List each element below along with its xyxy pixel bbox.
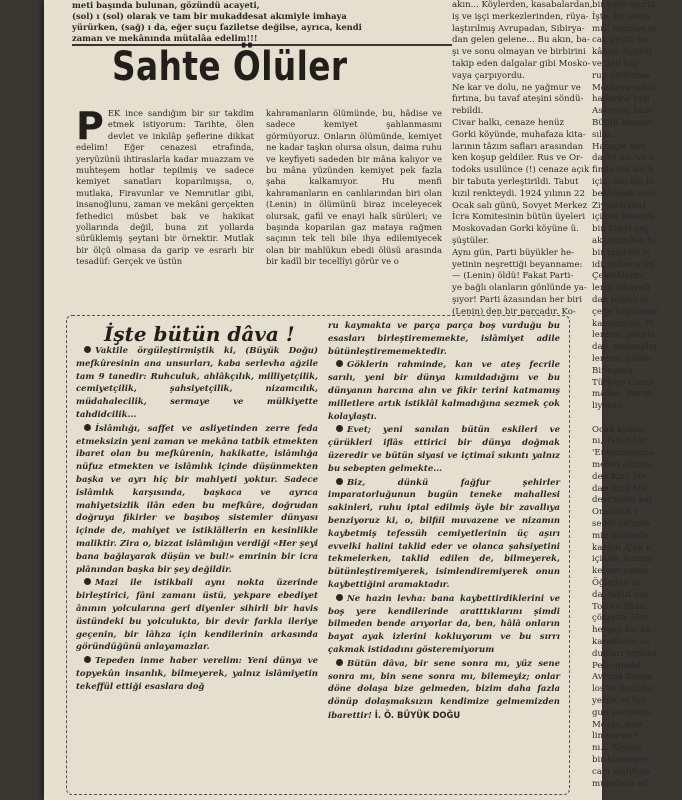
column-line: lerden, bütün	[592, 353, 652, 364]
column-line: yerde ve her	[592, 696, 647, 707]
column-line: cak geçti, bu	[592, 35, 648, 46]
snippet-line: zaman ve mekânında mütalâa edelim!!!	[72, 33, 258, 43]
box-text: Ne hazin levha: bana kaybettirdiklerini ve boş yere kendilerinde aratttıklarını şimdi bilmeden bende arıyorlar da, ben, hâlâ onların bayat ayak izlerini kokluyorum ve bu sırrı çakmak istidadını gösteremiyorum	[328, 593, 560, 655]
column-line: laştırılmış Avrupadan, Sibirya-	[452, 23, 585, 34]
column-line: dukları yerlere	[592, 648, 657, 659]
box-column-right	[328, 320, 560, 724]
box-paragraph	[328, 593, 560, 657]
column-line: içinde, kazma	[592, 554, 653, 565]
column-line: vaya çarpıyordu.	[452, 70, 525, 81]
bullet-icon	[336, 360, 343, 367]
column-line: finda tek bir h	[592, 165, 654, 176]
box-text: İslâmlığı, saffet ve asliyetinden zerre feda etmeksizin yeni zaman ve mekâna tatbik etmekten ibaret olan bu mefkûrenin, hakikatte, islâmlığa nüfuz etmekten ve islâmlık içinde düşünmekten başka ve ayrı hiç bir mahiyeti yoktur. Sadece islâmlık karşısında, başkaca ve ayrıca mahiyetsizlik ilân eden bu mefkûre, doğrudan doğruya fikirler ve başıboş sistemler dünyası içinde de, mahiyet ve istiklâllerin en kesinlikle maliktir. Zira o, bizzat islâmlığın verdiği «Her şeyi bana bağlayarak düşün ve bul!» emrinin bir icra plânından başka bir şey değildir.	[76, 423, 318, 575]
column-line: Civar halkı, cenaze henüz	[452, 117, 565, 128]
box-text: Biz, dünkü fağfur şehirler imparatorluğunun bugün teneke mahallesi sakinleri, ruhu iptal edilmiş öyle bir zavallıya benziyoruz ki, o, bilfiil muvazene ve nizamın kaybetmiş tefessüh cemiyetlerinin üç aşırı evvelki halini taklid eder ve olanca şahsiyetini tekmelerken, taklid edilen de, bilmeyerek, bütünleştiremiyerek, isimlendiremiyerek onun kaybettiğini aramaktadır.	[328, 477, 560, 590]
column-line: Moskova sokal	[592, 82, 657, 93]
column-line: Mezar, dain	[592, 719, 644, 730]
box-text: Vaktile örgüleştirmiştik ki, (Büyük Doğu) mefkûresinin ana unsurları, kaba serlevha ağzile tam 9 tanedir: Ruhculuk, ahlâkçılık, milliyetçilik, cemiyetçilik, şahsiyetçilik, nizamcılık, müdahalecilik, sermaye ve mülkiyette tahdidcilik...	[76, 346, 318, 420]
box-paragraph	[328, 477, 560, 592]
column-line: meleri altında	[592, 460, 653, 471]
column-line: fırtına, bu tavaf ateşini söndü-	[452, 94, 584, 105]
column-line: kelime yardı:	[592, 566, 649, 577]
column-line: lerden, şehirle	[592, 330, 656, 341]
box-title: İşte bütün dâva !	[104, 322, 295, 346]
column-line: ken koşup geldiler. Rus ve Or-	[452, 153, 584, 164]
column-line: çeğe boğulmay	[592, 306, 658, 317]
column-line: gun vaziyette	[592, 707, 651, 718]
column-line: den Kızıl Me	[592, 471, 647, 482]
bullet-icon	[84, 656, 91, 663]
newspaper-page	[44, 0, 659, 800]
column-line: Ziyaretçileri	[592, 200, 646, 211]
column-line: karakterle sa	[592, 637, 650, 648]
box-text: Evet; yeni sanılan bütün eskileri ve çürükleri iflâs ettirici bir dünya doğmak üzeredir ve bütün siyasi ve içtimaî sıkıntı yalnız bu sebepten gelmekte...	[328, 425, 560, 474]
column-line: Aynı gün, Parti büyükler he-	[452, 247, 575, 258]
column-line: 'Enternasyona	[592, 448, 655, 459]
column-line: İşte, bu sama	[592, 11, 651, 22]
column-line: larının tâzım safları arasından	[452, 141, 584, 152]
bullet-icon	[336, 594, 343, 601]
column-line: bir tabuta yerleştirildi. Tabut	[452, 176, 579, 187]
box-text: ru kaymakta ve parça parça boş vurduğu bu esasları birleştirememekte, islâmiyet adile bütünleştirememektedir.	[328, 321, 560, 357]
box-paragraph	[76, 345, 318, 422]
column-line: Oracıkta, (	[592, 507, 639, 518]
column-line: bir yere oturta	[592, 0, 656, 10]
column-line: seddi önünde	[592, 519, 651, 530]
column-line: muhafaza ed	[592, 778, 648, 789]
column-line: los ve hudutsı	[592, 684, 653, 695]
column-line: Top ve düdü	[592, 601, 646, 612]
headline: Sahte Ölüler	[112, 44, 348, 90]
snippet-line: (sol) ı (sol) olarak ve tam bir mukaddesat akımiyle imhaya	[72, 11, 347, 21]
box-text: Tepeden inme haber verelim: Yeni dünya ve topyekûn insanlık, bilmeyerek, yalnız islâmiyetin tekeffül ettiği esaslara doğ	[76, 656, 318, 692]
column-line: kânsız ziyaret	[592, 47, 653, 58]
top-left-snippet	[72, 0, 447, 44]
column-line: kızıl renkteydi. 1924 yılının 22	[452, 188, 585, 199]
column-line: beklemek zoru	[592, 188, 657, 199]
column-line: madan, Parist	[592, 389, 653, 400]
column-line: nı... Sayısız	[592, 743, 642, 754]
article-column-left	[76, 104, 254, 268]
drop-cap: P	[76, 104, 104, 148]
box-paragraph	[76, 655, 318, 693]
box-text: Mazi ile istikbali aynı nokta üzerinde birleştirici, fâni zamanı üstü, yekpare ebediyet ânının yolcularına geri diyenler sihirli bir havis üstündeki bu yolculukta, bir devir farkla ileriye geçenin, bir lâhza için kendilerinin arkasında göründüğünü anlayamazlar.	[76, 578, 318, 653]
article-text: kahramanların ölümünde, bu, hâdise ve sadece kemiyet şahlanmasını görmüyoruz. Onların ölümünde, kemiyet ne kadar taşkın olursa olsun, daima ruhu ve keyfiyeti sadeden bir mâna kalıyor ve bu mâna yüzünden kemiyet pek fazla şaha kalkamıyor. Hu menfi kahramanların en canlılarından biri olan (Lenin) in ölümünü biraz inceleyecek olursak, gafil ve enayi halk sürüleri; ve başında koparılan gaz mataya rağmen saçının tek teli bile ihya edilemiyecek olan bir mahlükun ebedi ölüsü arasında bir kadîl bir tecellîyi görür ve o	[266, 108, 442, 267]
box-text: Bütün dâva, bir sene sonra mı, yüz sene sonra mı, bin sene sonra mı, bilemeyiz; onlar döne dolaşa bize gelmeden, bizim daha fazla dönüp dolaşmaksızın kendimize gelmemizden ibarettir!	[328, 658, 560, 721]
column-line: bir kimyager	[592, 755, 648, 765]
column-line: Gorki köyünde, muhafaza kita-	[452, 129, 586, 140]
middle-column	[452, 0, 602, 319]
bullet-icon	[84, 578, 91, 585]
column-line: lin saysın?	[592, 731, 638, 742]
column-line: ve deli kay	[592, 58, 639, 69]
column-line: Moskovadan Gorki köyüne ü.	[452, 224, 579, 235]
bullet-icon	[336, 659, 343, 666]
box-paragraph	[328, 359, 560, 423]
snippet-line: meti başında bulunan, gözündü acayeti,	[72, 0, 260, 10]
column-line: takip eden dalgalar gibi Mosko-	[452, 58, 591, 69]
column-line: yetinin neşrettiği beyanname:	[452, 259, 583, 270]
box-paragraph	[328, 424, 560, 475]
column-line: dan Kızıl Me	[592, 483, 647, 494]
column-line: lerin nihayeti	[592, 283, 651, 294]
column-line: şıyor! Parti âzasından her biri	[452, 294, 582, 305]
column-line: için, bir, üç, bı	[592, 176, 655, 187]
bullet-icon	[84, 346, 91, 353]
box-paragraph	[76, 577, 318, 654]
snippet-line: yürürken, (sağ) ı da, eğer suçu faziletse değilse, ayrıca, kendi	[72, 22, 362, 32]
column-line: dan büyük ol	[592, 294, 649, 305]
column-line: Avrupa Rusya	[592, 672, 653, 683]
column-line: içinde hesapla	[592, 212, 655, 223]
column-line: liyordu.	[592, 401, 626, 412]
signature: İ. Ö. BÜYÜK DOĞU	[371, 709, 461, 720]
column-line: idi, aylarca ön	[592, 259, 654, 270]
column-line: Haraçet den	[592, 141, 647, 152]
column-line: kalmamıştı. Fı	[592, 318, 655, 329]
column-line: ye bağlı olanların gönlünde ya-	[452, 283, 587, 294]
right-edge-column	[592, 0, 682, 790]
column-line: rup dinlenme	[592, 70, 651, 81]
box-column-left	[76, 345, 318, 695]
column-line: da 30 du. Ve h	[592, 153, 655, 164]
column-line: Ocak ayının	[592, 424, 644, 435]
column-line: Bütün binalar,	[592, 117, 654, 128]
column-line: çökertti. Her	[592, 613, 649, 624]
bullet-icon	[336, 478, 343, 485]
column-line: bin kişiyi geç	[592, 224, 650, 235]
bullet-icon	[84, 424, 91, 431]
column-line: iş ve işçi merkezlerinden, rüya-	[452, 11, 589, 22]
column-line: Ocak salı günü, Sovyet Merkez	[452, 200, 588, 211]
column-line: da, tabut bur	[592, 589, 650, 600]
column-line: min üzerinde	[592, 530, 650, 541]
column-line: kazıldı .Çok h	[592, 542, 652, 553]
column-line: mış, bundan sc	[592, 23, 658, 34]
column-line: cam mahfaza	[592, 766, 650, 777]
column-line: (Lenin) den bir parçadır. Ko-	[452, 306, 576, 317]
column-line: şüştüler.	[452, 235, 490, 246]
column-line: bir müddet iç	[592, 247, 651, 258]
column-line: sıldı...	[592, 129, 619, 140]
column-line: todoks usulünce (!) cenaze açık	[452, 165, 590, 176]
column-line: Türkiye Cumh	[592, 377, 654, 388]
column-line: rebildi.	[452, 106, 484, 117]
column-line: Öğleden so	[592, 578, 641, 589]
column-line	[592, 413, 682, 425]
article-text: EK ince sandığım bir sır takdim etmek istiyorum: Tarihte, ölen devlet ve inkılâp şeflerine dikkat edelim! Eğer cenazesi etrafında, yeryüzünü ihtiraslarla kadar muazzam ve muhteşem hotlar tepilmiş ve sadece kemiyet sanatları koparılmışsa, o, mutlaka, Firavunlar ve Nemrutlar gibi, insanoğlunu, zaman ve mekâni gerçekten fethedici müsbet bak ve hakikat yollarında değil, buna zıt yollarda sürüklemiş şeytani bir örnektir. Mutlak bir ölçü olmasa da garip ve esrarlı bir tesadüf: Gerçek ve üstün	[76, 108, 254, 267]
column-line: dan, mektepler	[592, 342, 659, 353]
article-column-right	[266, 108, 442, 268]
column-line: devrinden kal	[592, 495, 652, 506]
column-line: Petrogradd	[592, 660, 641, 671]
column-line: — (Lenin) öldü! Fakat Parti-	[452, 271, 574, 282]
column-line: Birleşmiş	[592, 365, 633, 376]
column-line: Askerler, kadı	[592, 106, 653, 117]
column-line: nı, Tabut bir	[592, 436, 646, 447]
column-line: dan gelen gelene... Bu akın, ba-	[452, 35, 590, 46]
column-line: akşamından bı	[592, 235, 656, 246]
column-line: Çelenklerin,	[592, 271, 646, 282]
column-line: şı ve sonu olmayan ve birbirini	[452, 47, 586, 58]
box-text: Göklerin rahminde, kan ve ateş fecrile sarılı, yeni bir dünya kımıldadığını ve bu dünyanın harcına alın ve fikir terini katmamış milletlere artık istiklâl kalmadığına sezmek çok kolaylaştı.	[328, 360, 560, 422]
column-line: Ne kar ve dolu, ne yağmur ve	[452, 82, 581, 93]
column-line: İcra Komitesinin bütün üyeleri	[452, 212, 586, 223]
box-paragraph	[328, 320, 560, 358]
column-line: akın... Köylerden, kasabalardan,	[452, 0, 593, 10]
column-line: herşey, bir ke	[592, 625, 651, 636]
bullet-icon	[336, 425, 343, 432]
box-paragraph	[76, 423, 318, 577]
box-paragraph	[328, 658, 560, 723]
column-line: hallerine razı	[592, 94, 650, 105]
